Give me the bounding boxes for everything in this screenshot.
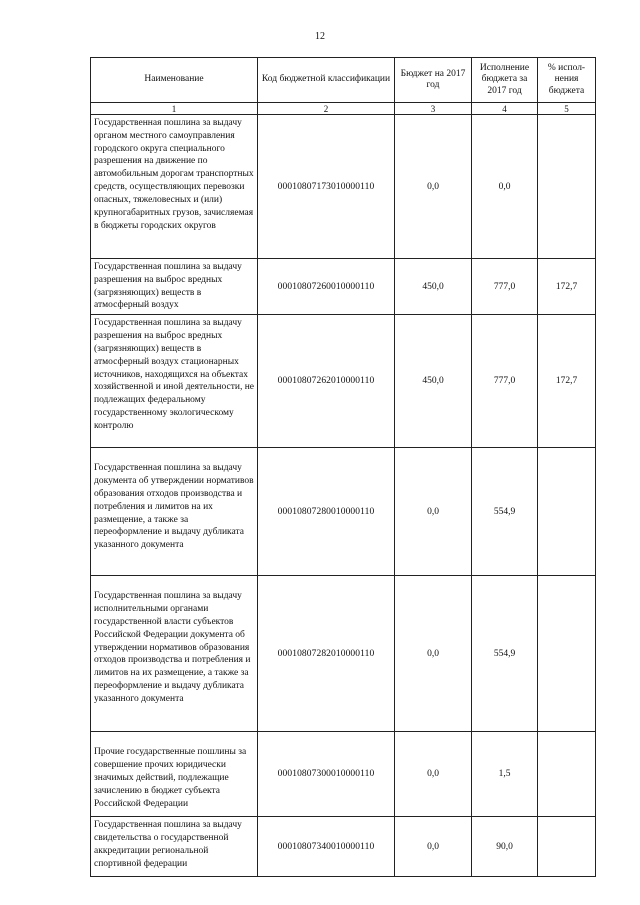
header-code: Код бюджетной классификации: [258, 58, 395, 103]
table-row: [91, 115, 596, 259]
header-execution: Исполнение бюджета за 2017 год: [472, 58, 538, 103]
row-execution: 90,0: [472, 817, 538, 877]
row-budget: 0,0: [395, 817, 472, 877]
row-budget: 0,0: [395, 448, 472, 576]
column-number-row: [91, 103, 596, 115]
column-number: 1: [91, 103, 258, 115]
row-percent: [538, 817, 596, 877]
row-budget: 0,0: [395, 732, 472, 817]
column-number: 4: [472, 103, 538, 115]
table-row: [91, 448, 596, 576]
row-percent: [538, 115, 596, 259]
header-budget: Бюджет на 2017 год: [395, 58, 472, 103]
table-row: [91, 315, 596, 448]
budget-table: [90, 57, 596, 877]
row-code: 00010807262010000110: [258, 315, 395, 448]
row-execution: 1,5: [472, 732, 538, 817]
row-code: 00010807282010000110: [258, 576, 395, 732]
table-row: [91, 817, 596, 877]
row-code: 00010807340010000110: [258, 817, 395, 877]
header-name: Наименование: [91, 58, 258, 103]
row-execution: 777,0: [472, 259, 538, 315]
row-budget: 450,0: [395, 315, 472, 448]
row-code: 00010807173010000110: [258, 115, 395, 259]
row-name: Государственная пошлина за выдачу документа об утверждении нормативов образования отходов производства и потребления и лимитов на их размещение, а также за переоформление и выдачу дубликата указанного документа: [91, 448, 258, 576]
row-name: Государственная пошлина за выдачу разрешения на выброс вредных (загрязняющих) веществ в атмосферный воздух: [91, 259, 258, 315]
row-budget: 450,0: [395, 259, 472, 315]
column-number: 2: [258, 103, 395, 115]
row-execution: 554,9: [472, 448, 538, 576]
row-name: Государственная пошлина за выдачу исполнительными органами государственной власти субъектов Российской Федерации документа об утверждении нормативов образования отходов производства и потребления и лимитов на их размещение, а также за переоформление и выдачу дубликата указанного документа: [91, 576, 258, 732]
row-budget: 0,0: [395, 115, 472, 259]
row-code: 00010807260010000110: [258, 259, 395, 315]
header-percent: % испол-нения бюджета: [538, 58, 596, 103]
table-row: [91, 576, 596, 732]
column-number: 3: [395, 103, 472, 115]
row-percent: [538, 448, 596, 576]
row-code: 00010807280010000110: [258, 448, 395, 576]
row-budget: 0,0: [395, 576, 472, 732]
row-percent: [538, 732, 596, 817]
row-percent: 172,7: [538, 259, 596, 315]
row-execution: 0,0: [472, 115, 538, 259]
table-row: [91, 259, 596, 315]
row-name: Государственная пошлина за выдачу разрешения на выброс вредных (загрязняющих) веществ в атмосферный воздух стационарных источников, находящихся на объектах хозяйственной и иной деятельности, не подлежащих федеральному государственному экологическому контролю: [91, 315, 258, 448]
row-execution: 554,9: [472, 576, 538, 732]
row-execution: 777,0: [472, 315, 538, 448]
row-name: Государственная пошлина за выдачу свидетельства о государственной аккредитации региональной спортивной федерации: [91, 817, 258, 877]
table-row: [91, 732, 596, 817]
page-number: 12: [315, 31, 325, 42]
row-percent: [538, 576, 596, 732]
row-name: Прочие государственные пошлины за совершение прочих юридически значимых действий, подлежащие зачислению в бюджет субъекта Российской Федерации: [91, 732, 258, 817]
row-percent: 172,7: [538, 315, 596, 448]
column-number: 5: [538, 103, 596, 115]
row-name: Государственная пошлина за выдачу органом местного самоуправления городского округа специального разрешения на движение по автомобильным дорогам транспортных средств, осуществляющих перевозки опасных, тяжеловесных и (или) крупногабаритных грузов, зачисляемая в бюджеты городских округов: [91, 115, 258, 259]
row-code: 00010807300010000110: [258, 732, 395, 817]
header-row: [91, 58, 596, 103]
